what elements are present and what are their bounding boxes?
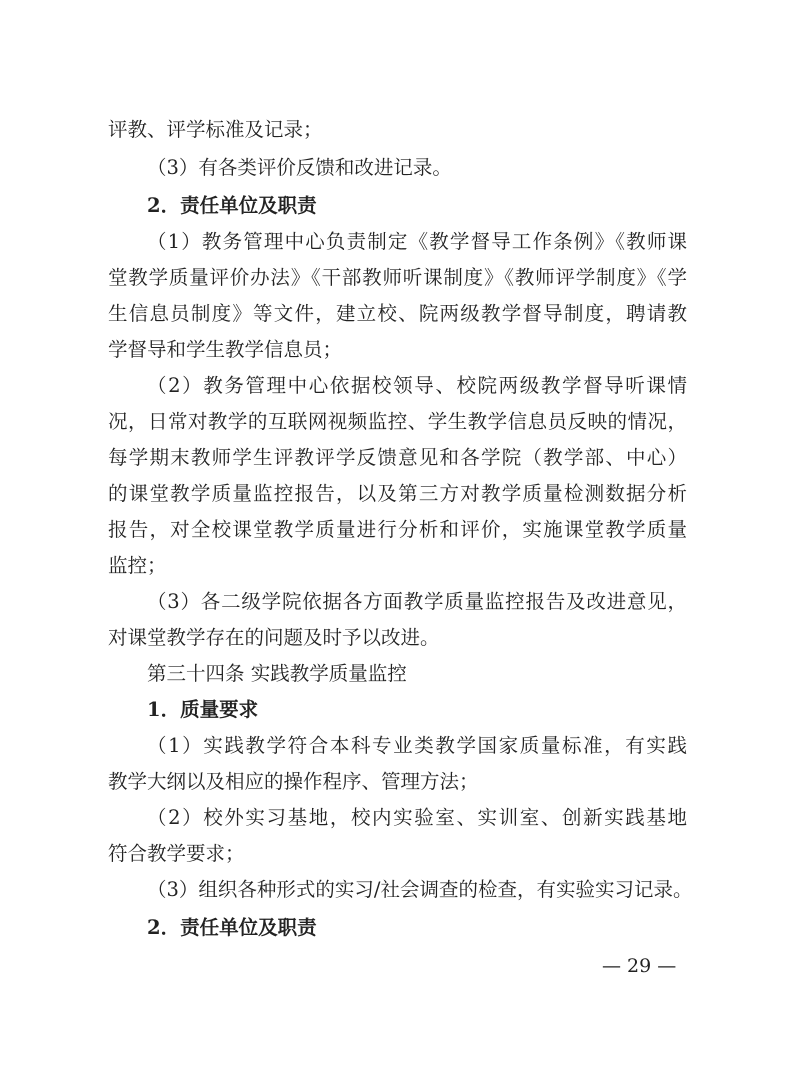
text-line: 的课堂教学质量监控报告，以及第三方对教学质量检测数据分析 bbox=[108, 482, 687, 505]
text-line: （3）组织各种形式的实习/社会调查的检查，有实验实习记录。 bbox=[147, 878, 693, 901]
article-heading: 第三十四条 实践教学质量监控 bbox=[147, 662, 407, 685]
text-line: 每学期末教师学生评教评学反馈意见和各学院（教学部、中心） bbox=[108, 446, 687, 469]
text-line: （3）有各类评价反馈和改进记录。 bbox=[147, 156, 452, 179]
section-heading: 2．责任单位及职责 bbox=[147, 194, 317, 217]
text-line: （2）校外实习基地，校内实验室、实训室、创新实践基地 bbox=[147, 806, 687, 829]
text-line: 堂教学质量评价办法》《干部教师听课制度》《教师评学制度》《学 bbox=[108, 266, 687, 289]
text-line: （1）教务管理中心负责制定《教学督导工作条例》《教师课 bbox=[147, 230, 687, 253]
text-line: 符合教学要求； bbox=[108, 842, 245, 865]
text-line: 对课堂教学存在的问题及时予以改进。 bbox=[108, 626, 440, 649]
text-line: 况，日常对教学的互联网视频监控、学生教学信息员反映的情况， bbox=[108, 410, 687, 433]
text-line: 学督导和学生教学信息员； bbox=[108, 338, 343, 361]
text-line: 评教、评学标准及记录； bbox=[108, 118, 323, 141]
text-line: 生信息员制度》等文件，建立校、院两级教学督导制度，聘请教 bbox=[108, 302, 687, 325]
text-line: 教学大纲以及相应的操作程序、管理方法； bbox=[108, 770, 479, 793]
text-line: （1）实践教学符合本科专业类教学国家质量标准，有实践 bbox=[147, 734, 687, 757]
section-heading: 1．质量要求 bbox=[147, 698, 259, 721]
text-line: （3）各二级学院依据各方面教学质量监控报告及改进意见， bbox=[147, 590, 687, 613]
section-heading: 2．责任单位及职责 bbox=[147, 916, 317, 939]
page-number: — 29 — bbox=[602, 955, 677, 977]
text-line: 报告，对全校课堂教学质量进行分析和评价，实施课堂教学质量 bbox=[108, 518, 687, 541]
text-line: （2）教务管理中心依据校领导、校院两级教学督导听课情 bbox=[147, 374, 687, 397]
text-line: 监控； bbox=[108, 554, 167, 577]
